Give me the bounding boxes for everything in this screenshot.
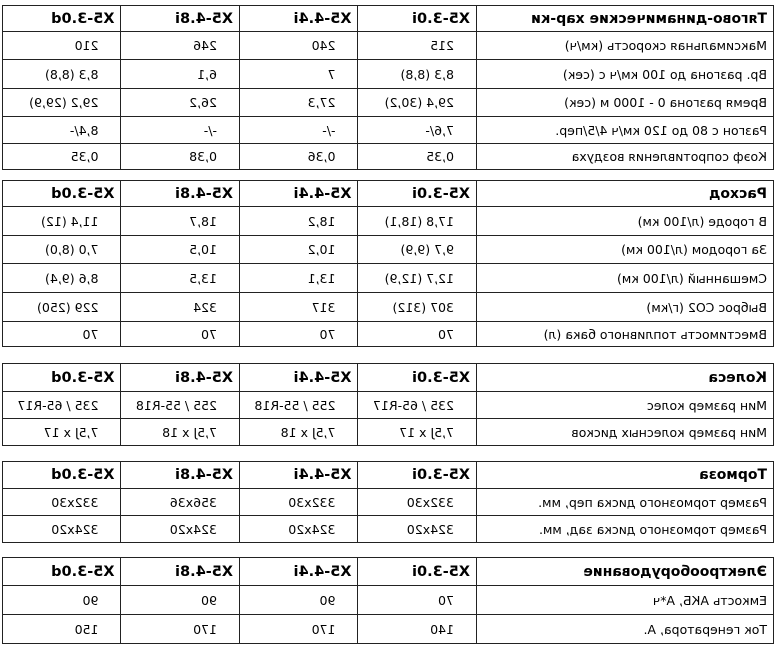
table-row: [3, 236, 774, 264]
table-cell: 240: [240, 32, 359, 60]
table-cell: 90: [3, 586, 122, 615]
column-header: X5-4.8i: [121, 181, 240, 207]
row-label: Мин размер колес: [477, 392, 774, 419]
table-cell: 324: [121, 293, 240, 322]
table-row: [3, 489, 774, 516]
table-cell: 9,7 (9,9): [358, 236, 477, 264]
table-cell: 0,35: [358, 144, 477, 170]
row-label: Коэф сопротивления воздуха: [477, 144, 774, 170]
table-cell: 70: [358, 322, 477, 347]
column-header: X5-3.0d: [3, 462, 122, 489]
table-cell: 246: [121, 32, 240, 60]
row-label: Размер тормозного диска пер, мм.: [477, 489, 774, 516]
table-cell: 332x30: [240, 489, 359, 516]
table-cell: -/-: [121, 117, 240, 144]
table-cell: 0,36: [240, 144, 359, 170]
spec-table: [2, 557, 774, 644]
spec-table: [2, 363, 774, 446]
section-title: Расход: [477, 181, 774, 207]
table-cell: 210: [3, 32, 122, 60]
column-header: X5-3.0i: [358, 6, 477, 32]
table-row: [3, 207, 774, 236]
table-cell: 324x20: [121, 516, 240, 543]
table-cell: 70: [240, 322, 359, 347]
column-header: X5-4.4i: [240, 181, 359, 207]
table-cell: 90: [240, 586, 359, 615]
section-header-row: [3, 558, 774, 586]
table-cell: 229 (250): [3, 293, 122, 322]
table-cell: 26,2: [121, 89, 240, 117]
table-row: [3, 264, 774, 293]
table-cell: 150: [3, 615, 122, 644]
row-label: Смешанный (л/100 км): [477, 264, 774, 293]
table-row: [3, 144, 774, 170]
table-cell: 7: [240, 60, 359, 89]
table-row: [3, 293, 774, 322]
row-label: Ток генератора, А.: [477, 615, 774, 644]
section-header-row: [3, 364, 774, 392]
spec-table: [2, 461, 774, 543]
table-cell: 70: [3, 322, 122, 347]
table-cell: 356x36: [121, 489, 240, 516]
table-cell: 324x20: [3, 516, 122, 543]
column-header: X5-4.8i: [121, 462, 240, 489]
row-label: В городе (л/100 км): [477, 207, 774, 236]
table-cell: 215: [358, 32, 477, 60]
table-cell: 13,5: [121, 264, 240, 293]
table-cell: 332x30: [358, 489, 477, 516]
table-cell: 7,5J x 17: [3, 419, 122, 446]
column-header: X5-4.8i: [121, 558, 240, 586]
row-label: Время разгона 0 - 1000 м (сек): [477, 89, 774, 117]
table-cell: 235 / 65-R17: [3, 392, 122, 419]
column-header: X5-3.0i: [358, 181, 477, 207]
row-label: Максимальная скорость (км/ч): [477, 32, 774, 60]
section-header-row: [3, 462, 774, 489]
table-cell: 140: [358, 615, 477, 644]
row-label: Емкость АКБ, А*ч: [477, 586, 774, 615]
section-header-row: [3, 181, 774, 207]
column-header: X5-3.0d: [3, 6, 122, 32]
row-label: Размер тормозного диска зад, мм.: [477, 516, 774, 543]
table-row: [3, 586, 774, 615]
table-row: [3, 419, 774, 446]
table-cell: 8,3 (8,8): [3, 60, 122, 89]
table-row: [3, 615, 774, 644]
column-header: X5-4.4i: [240, 558, 359, 586]
table-row: [3, 516, 774, 543]
column-header: X5-3.0d: [3, 181, 122, 207]
table-cell: 7,5J x 18: [121, 419, 240, 446]
table-cell: 70: [121, 322, 240, 347]
table-cell: 307 (312): [358, 293, 477, 322]
table-cell: 70: [358, 586, 477, 615]
table-cell: 90: [121, 586, 240, 615]
table-cell: 10,2: [240, 236, 359, 264]
column-header: X5-3.0d: [3, 364, 122, 392]
table-cell: 0,35: [3, 144, 122, 170]
spec-table: [2, 180, 774, 347]
table-cell: 7,0 (8,0): [3, 236, 122, 264]
table-cell: 13,1: [240, 264, 359, 293]
table-cell: 11,4 (12): [3, 207, 122, 236]
column-header: X5-3.0d: [3, 558, 122, 586]
table-cell: 7,5J x 18: [240, 419, 359, 446]
table-cell: 255 / 55-R18: [240, 392, 359, 419]
table-cell: 12,7 (12,9): [358, 264, 477, 293]
table-cell: 8,6 (9,4): [3, 264, 122, 293]
section-title: Колеса: [477, 364, 774, 392]
table-cell: 6,1: [121, 60, 240, 89]
table-cell: 18,2: [240, 207, 359, 236]
table-cell: 170: [121, 615, 240, 644]
table-cell: 255 / 55-R18: [121, 392, 240, 419]
column-header: X5-4.4i: [240, 462, 359, 489]
section-title: Тягово-динамические хар-ки: [477, 6, 774, 32]
table-row: [3, 32, 774, 60]
table-row: [3, 89, 774, 117]
table-cell: -/-: [240, 117, 359, 144]
table-row: [3, 392, 774, 419]
table-cell: 8,3 (8,8): [358, 60, 477, 89]
table-cell: 317: [240, 293, 359, 322]
table-cell: 7,6/-: [358, 117, 477, 144]
column-header: X5-4.8i: [121, 364, 240, 392]
row-label: Выброс CO2 (г/км): [477, 293, 774, 322]
section-title: Электрооборудование: [477, 558, 774, 586]
section-title: Тормоза: [477, 462, 774, 489]
table-cell: 324x20: [358, 516, 477, 543]
row-label: За городом (л/100 км): [477, 236, 774, 264]
table-cell: 27,3: [240, 89, 359, 117]
table-cell: 170: [240, 615, 359, 644]
table-cell: 7,5J x 17: [358, 419, 477, 446]
table-cell: 8,4/-: [3, 117, 122, 144]
column-header: X5-3.0i: [358, 462, 477, 489]
table-row: [3, 322, 774, 347]
table-cell: 0,38: [121, 144, 240, 170]
column-header: X5-3.0i: [358, 364, 477, 392]
column-header: X5-4.4i: [240, 364, 359, 392]
table-cell: 324x20: [240, 516, 359, 543]
table-row: [3, 60, 774, 89]
table-cell: 29,4 (30,2): [358, 89, 477, 117]
column-header: X5-3.0i: [358, 558, 477, 586]
column-header: X5-4.8i: [121, 6, 240, 32]
row-label: Мин размер колесных дисков: [477, 419, 774, 446]
table-cell: 17,8 (18,1): [358, 207, 477, 236]
section-header-row: [3, 6, 774, 32]
table-row: [3, 117, 774, 144]
table-cell: 10,5: [121, 236, 240, 264]
spec-table: [2, 5, 774, 170]
table-cell: 18,7: [121, 207, 240, 236]
table-cell: 29,2 (29,9): [3, 89, 122, 117]
table-cell: 235 / 65-R17: [358, 392, 477, 419]
row-label: Разгон с 80 до 120 км/ч 4/5/пер.: [477, 117, 774, 144]
table-cell: 332x30: [3, 489, 122, 516]
row-label: Вместимость топливного бака (л): [477, 322, 774, 347]
column-header: X5-4.4i: [240, 6, 359, 32]
row-label: Вр. разгона до 100 км/ч с (сек): [477, 60, 774, 89]
